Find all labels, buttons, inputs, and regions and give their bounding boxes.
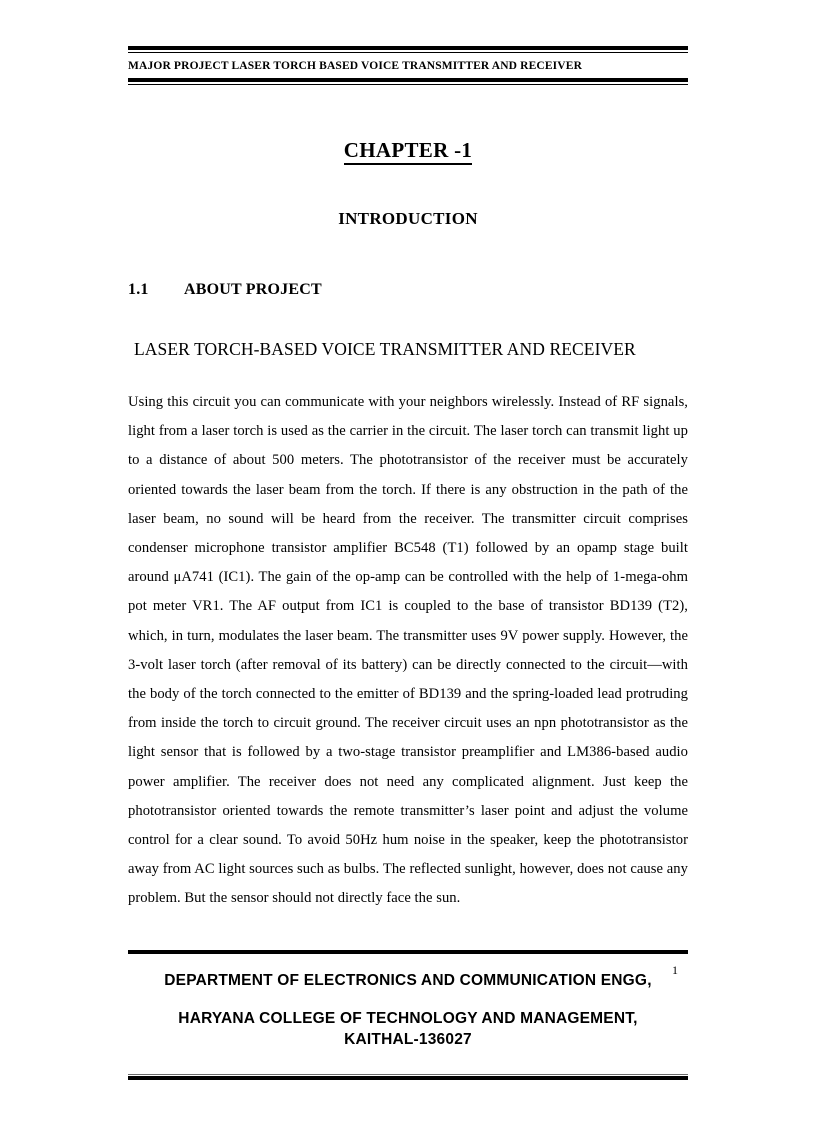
footer-location-line: KAITHAL-136027 <box>344 1031 472 1048</box>
introduction-heading: INTRODUCTION <box>338 209 478 228</box>
page-content <box>128 126 688 914</box>
chapter-heading <box>128 138 688 163</box>
header-rule-bottom-thick <box>128 78 688 82</box>
footer-college-line: HARYANA COLLEGE OF TECHNOLOGY AND MANAGEMENT, <box>178 1010 638 1027</box>
header-rule-top-thick <box>128 46 688 50</box>
body-paragraph: Using this circuit you can communicate with your neighbors wirelessly. Instead of RF signals, light from a laser torch is used as the carrier in the circuit. The laser torch can transmit light up to a distance of about 500 meters. The phototransistor of the receiver must be accurately oriented towards the laser beam from the torch. If there is any obstruction in the path of the laser beam, no sound will be heard from the receiver. The transmitter circuit comprises condenser microphone transistor amplifier BC548 (T1) followed by an opamp stage built around μA741 (IC1). The gain of the op-amp can be controlled with the help of 1-mega-ohm pot meter VR1. The AF output from IC1 is coupled to the base of transistor BD139 (T2), which, in turn, modulates the laser beam. The transmitter uses 9V power supply. However, the 3-volt laser torch (after removal of its battery) can be directly connected to the circuit—with the body of the torch connected to the emitter of BD139 and the spring-loaded lead protruding from inside the torch to circuit ground. The receiver circuit uses an npn phototransistor as the light sensor that is followed by a two-stage transistor preamplifier and LM386-based audio power amplifier. The receiver does not need any complicated alignment. Just keep the phototransistor oriented towards the remote transmitter’s laser point and adjust the volume control for a clear sound. To avoid 50Hz hum noise in the speaker, keep the phototransistor away from AC light sources such as bulbs. The reflected sunlight, however, does not cause any problem. But the sensor should not directly face the sun. <box>128 394 688 907</box>
footer-bottom-rules <box>128 1074 688 1080</box>
section-title: ABOUT PROJECT <box>184 281 322 298</box>
footer-text-block <box>128 972 688 1049</box>
page-header <box>128 46 688 85</box>
footer-department-line: DEPARTMENT OF ELECTRONICS AND COMMUNICATION ENGG, <box>164 972 652 989</box>
page-number: 1 <box>672 963 678 977</box>
header-rule-bottom-thin <box>128 84 688 85</box>
footer-rule-top <box>128 950 688 954</box>
section-number: 1.1 <box>128 281 149 298</box>
footer-rule-bottom-thick <box>128 1076 688 1080</box>
page-footer <box>128 950 688 1049</box>
chapter-heading-text: CHAPTER -1 <box>344 138 472 165</box>
running-header-title: MAJOR PROJECT LASER TORCH BASED VOICE TRANSMITTER AND RECEIVER <box>128 60 583 72</box>
footer-rule-bottom-thin <box>128 1074 688 1075</box>
project-subject-title: LASER TORCH-BASED VOICE TRANSMITTER AND RECEIVER <box>134 339 636 359</box>
section-heading <box>128 281 688 299</box>
